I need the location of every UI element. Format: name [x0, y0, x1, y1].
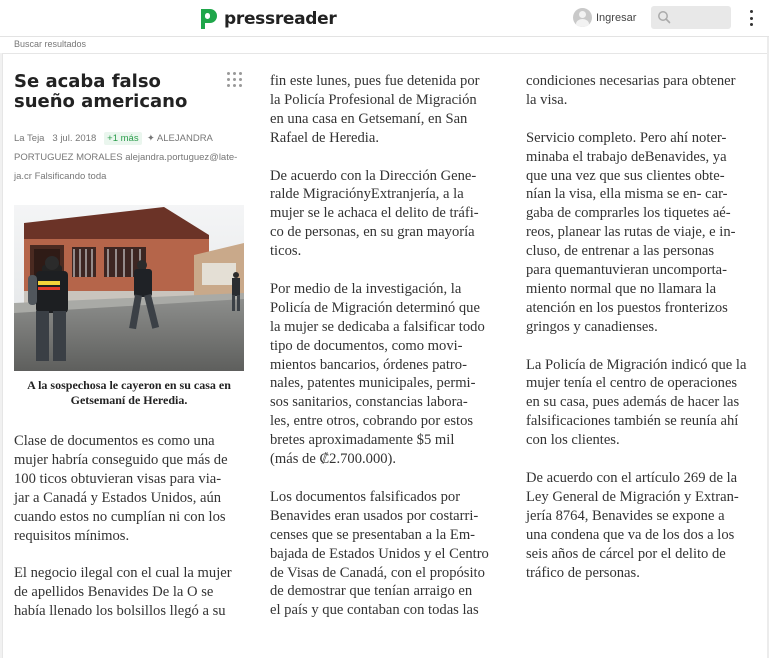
article-column-1 [14, 432, 232, 640]
paragraph [526, 469, 746, 582]
article-date: 3 jul. 2018 [52, 133, 97, 144]
author-name: ✦ ALEJANDRA [146, 133, 213, 144]
pressreader-logo[interactable] [196, 5, 337, 33]
text-line: tráfico de personas. [526, 564, 640, 581]
caption-line: A la sospechosa le cayeron en su casa en [27, 378, 231, 392]
text-line: Policía de Migración determinó que [270, 299, 480, 316]
logo-wordmark: pressreader [224, 9, 337, 29]
text-line: nales, patentes municipales, permi- [270, 375, 476, 392]
drag-grip-icon[interactable] [227, 72, 245, 88]
user-avatar-icon [573, 8, 592, 27]
results-bar [0, 37, 769, 53]
text-line: sos sanitarios, constancias labora- [270, 394, 468, 411]
text-line: (más de ₡2.700.000). [270, 451, 397, 468]
signin-button[interactable] [573, 8, 636, 27]
paragraph [270, 280, 489, 469]
paragraph [270, 167, 489, 262]
text-line: reos, planear las rutas de viaje, e in- [526, 224, 736, 241]
signin-label: Ingresar [596, 11, 637, 24]
text-line: Rafael de Heredia. [270, 129, 379, 146]
article-column-3 [526, 72, 746, 601]
breadcrumb[interactable]: Buscar resultados [14, 39, 87, 49]
text-line: Los documentos falsificados por [270, 488, 461, 505]
paragraph [270, 72, 489, 148]
text-line: nían la visa, ella misma se en- car- [526, 186, 728, 203]
text-line: la mujer se dedicaba a falsificar todo [270, 318, 485, 335]
text-line: ralde MigraciónyExtranjería, a la [270, 186, 464, 203]
divider [3, 53, 767, 54]
text-line: el país y que contaban con todas las [270, 602, 479, 619]
text-line: mujer tenía el centro de operaciones [526, 375, 738, 392]
text-line: Clase de documentos es como una [14, 433, 215, 449]
text-line: ticos. [270, 243, 302, 260]
text-line: atención en los puestos fronterizos [526, 299, 728, 316]
article-photo[interactable] [14, 205, 244, 371]
text-line: miento normal que no llamara la [526, 280, 717, 297]
article-headline: Se acaba falso sueño americano [14, 71, 188, 112]
paragraph [270, 488, 489, 620]
text-line: mientos bancarios, órdenes patro- [270, 356, 467, 373]
text-line: gringos y canadienses. [526, 318, 658, 335]
meta-line-3: ja.cr Falsificando toda [14, 171, 107, 182]
text-line: jar a Canadá y Estados Unidos, aún [14, 489, 222, 506]
text-line: de apellidos Benavides De la O se [14, 584, 214, 601]
article-column-2 [270, 72, 489, 639]
paragraph [526, 129, 746, 337]
text-line: requisitos mínimos. [14, 527, 130, 544]
left-panel-edge [0, 53, 3, 658]
text-line: minaba el trabajo deBenavides, ya [526, 148, 727, 165]
text-line: cluso, de entrenar a las personas [526, 243, 715, 260]
text-line: bajada de Estados Unidos y el Centro [270, 545, 489, 562]
text-line: la visa. [526, 91, 568, 108]
text-line: en una casa en Getsemaní, en San [270, 110, 468, 127]
text-line: Benavides eran usados por costarri- [270, 507, 479, 524]
text-line: mujer se le achaca el delito de tráfi- [270, 205, 479, 222]
text-line: bretes aproximadamente $5 mil [270, 432, 455, 449]
text-line: Ley General de Migración y Extran- [526, 488, 739, 505]
text-line: co de personas, en su gran mayoría [270, 224, 475, 241]
text-line: gaba de comprarles los tiquetes aé- [526, 205, 731, 222]
text-line: 100 ticos obtuvieran visas para via- [14, 470, 222, 487]
paragraph [14, 432, 232, 545]
more-authors-link[interactable]: +1 más [104, 132, 141, 145]
text-line: cuando estos no cumplían ni con los [14, 508, 226, 525]
text-line: mujer habría conseguido que más de [14, 451, 228, 468]
text-line: El negocio ilegal con el cual la mujer [14, 565, 232, 582]
search-icon [657, 10, 671, 24]
text-line: la Policía Profesional de Migración [270, 91, 477, 108]
pressreader-logo-icon [196, 6, 220, 32]
text-line: falsificaciones también se reunía ahí [526, 413, 739, 430]
text-line: para quemantuvieran uncomporta- [526, 262, 727, 279]
text-line: censes que se presentaban a la Em- [270, 526, 476, 543]
top-bar [0, 0, 769, 37]
text-line: seis años de cárcel por el delito de [526, 545, 726, 562]
paragraph [526, 356, 746, 451]
text-line: De acuerdo con la Dirección Gene- [270, 167, 477, 184]
text-line: La Policía de Migración indicó que la [526, 356, 747, 373]
text-line: Por medio de la investigación, la [270, 280, 462, 297]
text-line: les, entre otros, cobrando por estos [270, 413, 474, 430]
article-meta [14, 129, 246, 186]
text-line: una condena que va de los dos a los [526, 526, 735, 543]
paragraph [14, 564, 232, 621]
photo-caption [14, 378, 244, 408]
text-line: con los clientes. [526, 432, 620, 449]
article-source[interactable]: La Teja [14, 133, 45, 144]
text-line: había llenado los bolsillos llegó a su [14, 603, 226, 620]
text-line: fin este lunes, pues fue detenida por [270, 73, 480, 89]
meta-line-2: PORTUGUEZ MORALES alejandra.portuguez@late- [14, 152, 238, 163]
kebab-menu-icon[interactable] [745, 8, 757, 28]
text-line: de Visas de Canadá, con el propósito [270, 564, 485, 581]
meta-line-1 [14, 129, 246, 148]
paragraph [526, 72, 746, 110]
text-line: en su casa, pues además de hacer las [526, 394, 740, 411]
text-line: de demostrar que tenían arraigo en [270, 583, 473, 600]
text-line: jería 8764, Benavides se expone a [526, 507, 725, 524]
text-line: Servicio completo. Pero ahí noter- [526, 129, 727, 146]
text-line: De acuerdo con el artículo 269 de la [526, 469, 738, 486]
text-line: que una vez que sus clientes obte- [526, 167, 725, 184]
text-line: condiciones necesarias para obtener [526, 73, 736, 89]
text-line: tipo de documentos, como movi- [270, 337, 463, 354]
caption-line: Getsemaní de Heredia. [70, 393, 188, 407]
